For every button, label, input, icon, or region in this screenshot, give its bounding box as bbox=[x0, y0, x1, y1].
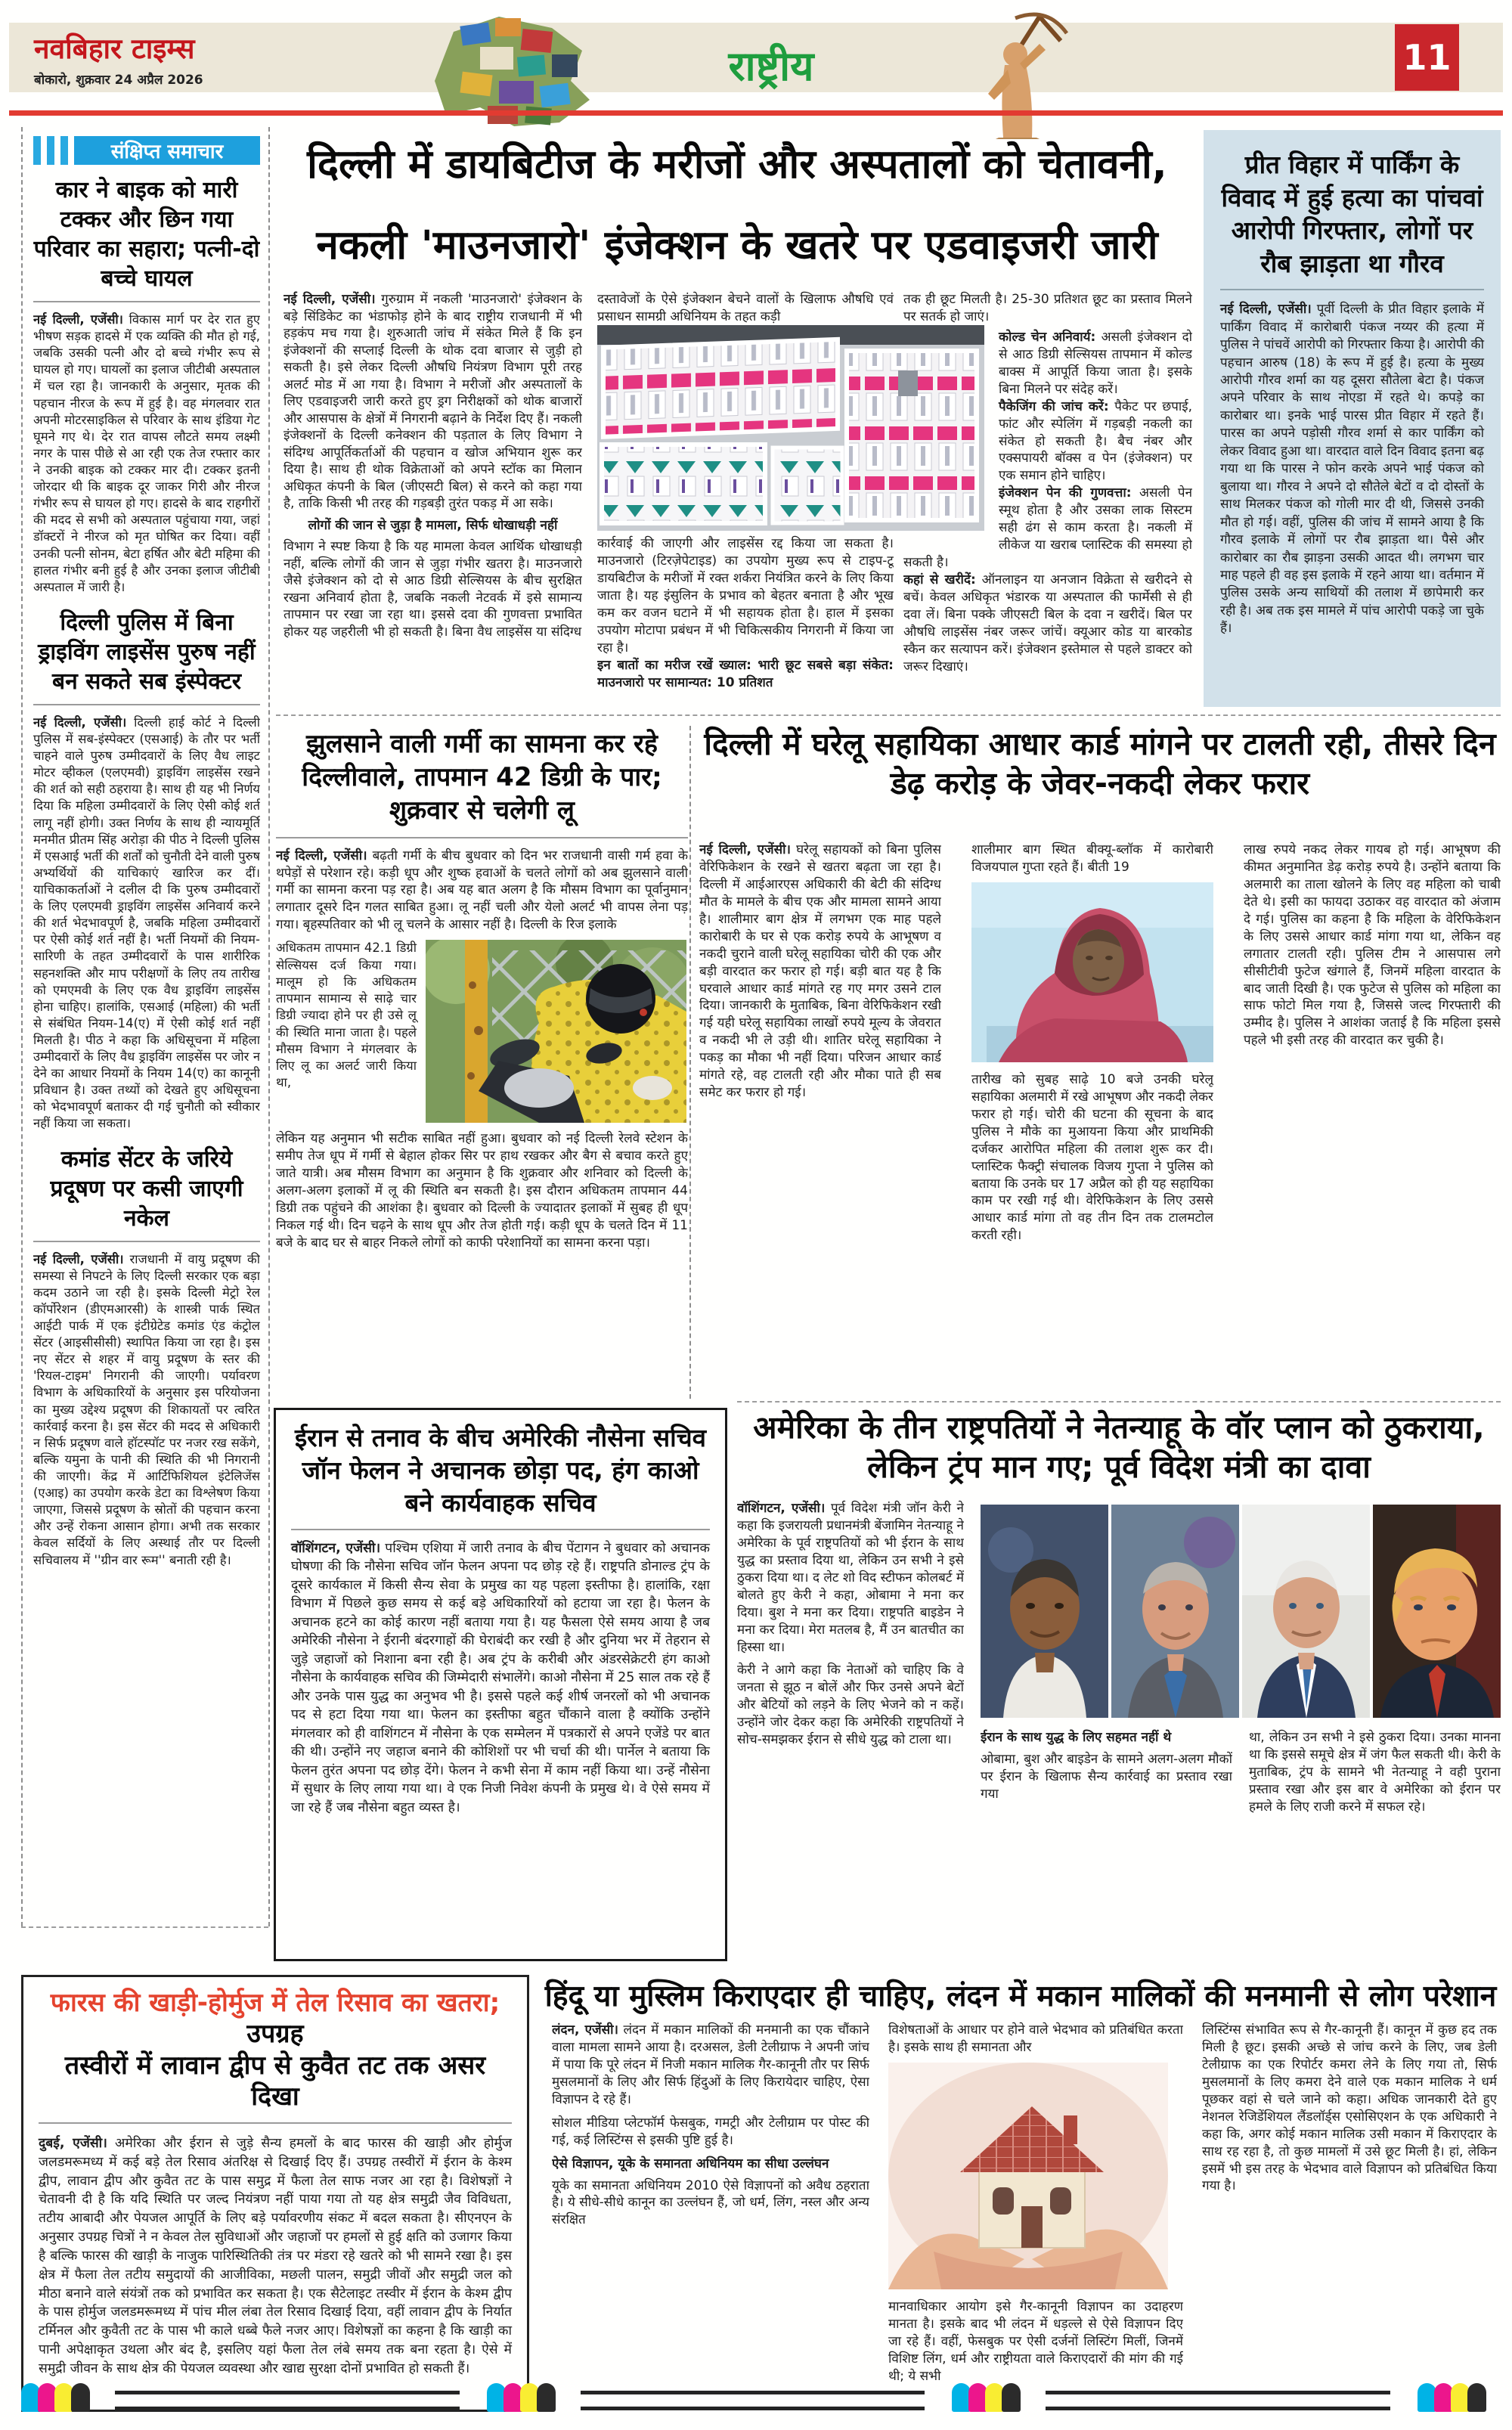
lead-column-2-top: दस्तावेजों के ऐसे इंजेक्शन बेचने वालों के खिलाफ औषधि एवं प्रसाधन सामग्री अधिनियम के तहत कड़ी bbox=[597, 292, 894, 324]
briefs-label: संक्षिप्त समाचार bbox=[74, 136, 260, 165]
brief-bar-decoration bbox=[60, 136, 68, 165]
maid-cctv-photo bbox=[971, 882, 1213, 1062]
scooter-rider-photo bbox=[426, 940, 686, 1123]
newspaper-title: नवबिहार टाइम्स bbox=[34, 33, 195, 65]
navy-body: वॉशिंगटन, एजेंसी। पश्चिम एशिया में जारी तनाव के बीच पेंटागन ने बुधवार को अचानक घोषणा की कि नौसेना सचिव जॉन फेलन अपना पद छोड़ रहे हैं। राष्ट्रपति डोनाल्ड ट्रंप के दूसरे कार्यकाल में किसी सैन्य सेवा के प्रमुख का यह पहला इस्तीफा है। हालांकि, रक्षा विभाग में पिछले कुछ समय से कई बड़े अधिकारियों को हटाया जा रहा है। फेलन के अचानक हटने का कोई कारण नहीं बताया गया है। यह फैसला ऐसे समय आया है जब अमेरिकी नौसेना ने ईरानी बंदरगाहों की घेराबंदी कर रखी है और दुनिया भर में तेहरान से जुड़े जहाजों को निशाना बना रही है। अब ट्रंप के करीबी और अंडरसेक्रेटरी हंग काओ नौसेना के कार्यवाहक सचिव की जिम्मेदारी संभालेंगे। काओ नौसेना में 25 साल तक रहे हैं और उनके पास युद्ध का अनुभव भी है। इससे पहले कई शीर्ष जनरलों को भी अचानक पद से हटा दिया गया था। फेलन का इस्तीफा बहुत चौंकाने वाला है क्योंकि उन्होंने मंगलवार को ही वाशिंगटन में नौसेना के एक सम्मेलन में पत्रकारों से अपने एजेंडे पर बात की थी। उन्होंने नए जहाज बनाने की कोशिशों पर भी चर्चा की थी। पार्नेल ने बताया कि फेलन तुरंत अपना पद छोड़ देंगे। फेलन ने कभी सेना में काम नहीं किया था। उन्हें नौसेना में सुधार के लिए लाया गया था। वे एक निजी निवेश कंपनी के प्रमुख थे। वे ऐसे समय में जा रहे हैं जब नौसेना बहुत व्यस्त है। bbox=[291, 1540, 710, 1815]
lead-bold-note: इन बातों का मरीज रखें ख्याल: भारी छूट सबसे बड़ा संकेत: माउनजारो पर सामान्यत: 10 प्रतिशत bbox=[597, 657, 894, 690]
netanyahu-below-left: ईरान के साथ युद्ध के लिए सहमत नहीं थे ओबामा, बुश और बाइडेन के सामने अलग-अलग मौकों पर ईरान के खिलाफ सैन्य कार्रवाई का प्रस्ताव रखा गया bbox=[981, 1730, 1232, 1802]
brief-body-3: नई दिल्ली, एजेंसी। राजधानी में वायु प्रदूषण की समस्या से निपटने के लिए दिल्ली सरकार एक बड़ा कदम उठाने जा रही है। इसके दिल्ली मेट्रो रेल कॉर्पोरेशन (डीएमआरसी) के शास्त्री पार्क स्थित आईटी पार्क में एक इंटीग्रेटेड कमांड एंड कंट्रोल सेंटर (आइसीसीसी) स्थापित किया जा रहा है। इस नए सेंटर से शहर में वायु प्रदूषण के स्तर की 'रियल-टाइम' निगरानी की जाएगी। पर्यावरण विभाग के अधिकारियों के अनुसार इस परियोजना का मुख्य उद्देश्य प्रदूषण की शिकायतों पर त्वरित कार्रवाई करना है। इस सेंटर की मदद से अधिकारी न सिर्फ प्रदूषण वाले हॉटस्पॉट पर नजर रख सकेंगे, बल्कि यमुना के पानी की स्थिति की भी निगरानी की जाएगी। केंद्र में आर्टिफिशियल इंटेलिजेंस (एआइ) का उपयोग करके डेटा का विश्लेषण किया जाएगा, जिससे प्रदूषण के स्रोतों की पहचान करना और उन्हें रोकना आसान होगा। अभी तक सरकार केवल सर्दियों के लिए अस्थाई तौर पर दिल्ली सचिवालय में ''ग्रीन वार रूम'' बनाती रही है। bbox=[33, 1251, 260, 1567]
heat-body-p2: लेकिन यह अनुमान भी सटीक साबित नहीं हुआ। बुधवार को नई दिल्ली रेलवे स्टेशन के समीप तेज धूप में गर्मी से बेहाल होकर सिर पर हाथ रखकर और बैग से बचाव करते हुए जाते यात्री। अब मौसम विभाग का अनुमान है कि शुक्रवार और शनिवार को दिल्ली के अलग-अलग इलाकों में लू की स्थिति बन सकती है। इस दौरान अधिकतम तापमान 44 डिग्री तक पहुंचने की आशंका है। बुधवार को दिल्ली के ज्यादातर इलाकों में सुबह ही धूप निकल गई थी। दिन चढ़ने के साथ धूप और तेज होती गई। कड़ी धूप के चलते दिन में 11 बजे के बाद घर से बाहर निकले लोगों को काफी परेशानियों का सामना करना पड़ा। bbox=[276, 1131, 688, 1251]
london-column-1: लंदन, एजेंसी। लंदन में मकान मालिकों की मनमानी का एक चौंकाने वाला मामला सामने आया है। दरअसल, डेली टेलीग्राफ ने अपनी जांच में पाया कि पूरे लंदन में निजी मकान मालिक गैर-कानूनी तौर पर सिर्फ मुसलमानों के लिए और सिर्फ हिंदुओं के लिए किरायेदार चाहिए, ऐसा विज्ञापन दे रहे हैं। सोशल मीडिया प्लेटफॉर्म फेसबुक, गमट्री और टेलीग्राम पर पोस्ट की गई, कई लिस्टिंग्स से इसकी पुष्टि हुई है। ऐसे विज्ञापन, यूके के समानता अधिनियम का सीधा उल्लंघन यूके का समानता अधिनियम 2010 ऐसे विज्ञापनों को अवैध ठहराता है। ये सीधे-सीधे कानून का उल्लंघन हैं, जो धर्म, लिंग, नस्ल और अन्य संरक्षित bbox=[552, 2022, 869, 2228]
netanyahu-article bbox=[737, 1408, 1501, 1967]
maid-column-3: लाख रुपये नकद लेकर गायब हो गई। आभूषण की कीमत अनुमानित डेढ़ करोड़ रुपये है। उन्होंने बताया कि अलमारी का ताला खोलने के लिए वह महिला को चाबी देते थे। इसी का फायदा उठाकर वह वारदात को अंजाम दे गई। पुलिस का कहना है कि महिला के वेरिफिकेशन के लिए उससे आधार कार्ड मांगा गया था, लेकिन वह लगातार टालती रही। पुलिस टीम ने आसपास लगे सीसीटीवी फुटेज खंगाले हैं, जिनमें महिला वारदात के बाद जाती दिखी है। एक फुटेज से पुलिस को महिला का साफ फोटो मिल गया है, जिससे जल्द गिरफ्तारी की उम्मीद है। पुलिस ने आशंका जताई है कि महिला इससे पहले भी इसी तरह की वारदात कर चुकी है। bbox=[1244, 842, 1501, 1049]
lead-headline-line2: नकली 'माउनजारो' इंजेक्शन के खतरे पर एडवाइजरी जारी bbox=[316, 222, 1158, 268]
lead-subhead: लोगों की जान से जुड़ा है मामला, सिर्फ धोखाधड़ी नहीं bbox=[308, 517, 558, 533]
statue-image bbox=[926, 11, 1089, 139]
brief-headline-2: दिल्ली पुलिस में बिना ड्राइविंग लाइसेंस पुरुष नहीं बन सकते सब इंस्पेक्टर bbox=[33, 608, 260, 705]
lead-headline-line1: दिल्ली में डायबिटीज के मरीजों और अस्पतालों को चेतावनी, bbox=[307, 141, 1167, 188]
heat-side-text: अधिकतम तापमान 42.1 डिग्री सेल्सियस दर्ज किया गया। मालूम हो कि अधिकतम तापमान सामान्य से साढ़े चार डिग्री ज्यादा होने पर ही उसे लू की स्थिति माना जाता है। पहले मौसम विभाग ने मंगलवार के लिए लू का अलर्ट जारी किया था, bbox=[276, 941, 417, 1090]
cyan-mark bbox=[487, 2383, 506, 2412]
brief-bar-decoration bbox=[33, 136, 41, 165]
brief-body-1: नई दिल्ली, एजेंसी। विकास मार्ग पर देर रात हुए भीषण सड़क हादसे में एक व्यक्ति की मौत हो गई, जबकि उसकी पत्नी और दो बच्चे गंभीर रूप से घायल हो गए। घायलों का इलाज जीटीबी अस्पताल में चल रहा है। जानकारी के अनुसार, मृतक की पहचान नीरज के रूप में हुई है। वह मंगलवार रात अपनी मोटरसाइकिल से परिवार के साथ इंडिया गेट घूमने गए थे। देर रात वापस लौटते समय लक्ष्मी नगर के पास पीछे से आ रही एक तेज रफ्तार कार ने उनकी बाइक को टक्कर मार दी। टक्कर इतनी जोरदार थी कि बाइक दूर जाकर गिरी और नीरज गंभीर रूप से घायल हो गए। हादसे के बाद राहगीरों की मदद से सभी को अस्पताल पहुंचाया गया, जहां डॉक्टरों ने नीरज को मृत घोषित कर दिया। वहीं उनकी पत्नी सोनम, बेटा हर्षित और बेटी महिमा की हालत गंभीर बनी हुई है और उनका इलाज जीटीबी अस्पताल में जारी है। bbox=[33, 312, 260, 594]
maid-column-1: नई दिल्ली, एजेंसी। घरेलू सहायकों को बिना पुलिस वेरिफिकेशन के रखने से खतरा बढ़ता जा रहा है। दिल्ली में आईआरएस अधिकारी की बेटी की संदिग्ध मौत के मामले के बीच एक और मामला सामने आया है। शालीमार बाग क्षेत्र में लगभग एक माह पहले कारोबारी के घर से एक करोड़ रुपये के आभूषण व नकदी चुराने वाली घरेलू सहायिका चोरी की एक और बड़ी वारदात कर फरार हो गई। बड़ी बात यह है कि घरवाले आधार कार्ड मांगते रह गए मगर उसने टाल दिया। जानकारी के मुताबिक, बिना वेरिफिकेशन रखी गई यही घरेलू सहायिका लाखों रुपये मूल्य के जेवरात व नकदी भी ले उड़ी थी। शातिर घरेलू सहायिका ने पकड़ का मौका भी नहीं दिया। परिजन आधार कार्ड मांगते रहे, वह टालती रही और मौका पाते ही सब समेट कर फरार हो गई। bbox=[699, 842, 941, 1101]
section-divider-2 bbox=[737, 1401, 1501, 1403]
heat-body-p1: नई दिल्ली, एजेंसी। बढ़ती गर्मी के बीच बुधवार को दिन भर राजधानी वासी गर्म हवा के थपेड़ों से परेशान रहे। कड़ी धूप और शुष्क हवाओं के चलते लोगों को अब झुलसाने वाली गर्मी का सामना करना पड़ रहा है। अब यह बात अलग है कि मौसम विभाग का पूर्वानुमान लगातार दूसरे दिन गलत साबित हुआ। लू नहीं चली और येलो अलर्ट भी वापस लेना पड़ गया। बृहस्पतिवार को भी लू चलने के आसार नहीं है। दिल्ली के रिज इलाके bbox=[276, 848, 688, 933]
oil-body: दुबई, एजेंसी। अमेरिका और ईरान से जुड़े सैन्य हमलों के बाद फारस की खाड़ी और होर्मुज जलडमरूमध्य में कई बड़े तेल रिसाव अंतरिक्ष से दिखाई दिए हैं। उपग्रह तस्वीरों में ईरान के केश्म द्वीप, लावान द्वीप और कुवैत तट के पास समुद्र में फैला तेल साफ नजर आ रहा है। विशेषज्ञों ने चेतावनी दी है कि यदि स्थिति पर जल्द नियंत्रण नहीं पाया गया तो यह क्षेत्र समुद्री जैव विविधता, तटीय आबादी और पेयजल आपूर्ति के लिए बड़े पर्यावरणीय संकट में बदल सकता है। सीएनएन के अनुसार उपग्रह चित्रों ने न केवल तेल सुविधाओं और जहाजों पर हमलों से हुई क्षति को उजागर किया है बल्कि फारस की खाड़ी के नाजुक पारिस्थितिकी तंत्र पर मंडरा रहे खतरे को भी सामने रखा है। इस क्षेत्र में फैला तेल तटीय समुदायों की आजीविका, मछली पालन, समुद्री जीवों और समुद्री जल को मीठा बनाने वाले संयंत्रों तक को प्रभावित कर सकता है। एक सैटेलाइट तस्वीर में ईरान के केश्म द्वीप के पास होर्मुज जलडमरूमध्य में पांच मील लंबा तेल रिसाव दिखाई दिया, वहीं लावान द्वीप के निर्यात टर्मिनल और कुवैती तट के पास भी काले धब्बे फैले नजर आए। विशेषज्ञों का कहना है कि खाड़ी का पानी अपेक्षाकृत उथला और बंद है, इसलिए यहां फैला तेल लंबे समय तक बना रहता है। ऐसे में समुद्री जीवन के साथ क्षेत्र की पेयजल व्यवस्था और खाद्य सुरक्षा दोनों प्रभावित हो सकती हैं। bbox=[39, 2135, 512, 2376]
maid-column-2: शालीमार बाग स्थित बीक्यू-ब्लॉक में कारोबारी विजयपाल गुप्ता रहते हैं। बीती 19 तारीख को सुबह साढ़े 10 बजे उनकी घरेलू सहायिका अलमारी में रखे आभूषण और नकदी लेकर फरार हो गई। चोरी की घटना की सूचना के बाद पुलिस ने मौके का मुआयना किया और प्राथमिकी दर्जकर आरोपित महिला की तलाश शुरू कर दी। प्लास्टिक फैक्ट्री संचालक विजय गुप्ता ने पुलिस को बताया कि उनके घर 17 अप्रैल को ही यह सहायिका काम पर रखी गई थी। वेरिफिकेशन के लिए उससे आधार कार्ड मांगा तो वह तीन दिन तक टालमटोल करती रही। bbox=[971, 842, 1213, 1244]
black-mark bbox=[537, 2383, 556, 2412]
bush-photo bbox=[1111, 1505, 1239, 1718]
briefs-column bbox=[33, 136, 260, 1920]
oil-article bbox=[21, 1975, 529, 2412]
yellow-mark bbox=[520, 2383, 539, 2412]
section-title: राष्ट्रीय bbox=[728, 42, 814, 90]
section-divider-1 bbox=[276, 714, 1501, 716]
cmyk-mark-group bbox=[1418, 2383, 1484, 2412]
brief-headline-3: कमांड सेंटर के जरिये प्रदूषण पर कसी जाएगी नकेल bbox=[33, 1145, 260, 1242]
netanyahu-subhead: ईरान के साथ युद्ध के लिए सहमत नहीं थे bbox=[981, 1730, 1172, 1745]
netanyahu-headline: अमेरिका के तीन राष्ट्रपतियों ने नेतन्याहू के वॉर प्लान को ठुकराया, लेकिन ट्रंप मान गए; पूर्व विदेश मंत्री का दावा bbox=[753, 1409, 1485, 1486]
photo-wrap-spacer bbox=[903, 329, 991, 536]
lead-column-4: तक ही छूट मिलती है। 25-30 प्रतिशत छूट का प्रस्ताव मिलने पर सतर्क हो जाएं। कोल्ड चेन अनिवार्य: असली इंजेक्शन दो से आठ डिग्री सेल्सियस तापमान में कोल्ड बाक्स में आपूर्ति किया जाता है। इसके बिना मिलने पर संदेह करें। पैकेजिंग की जांच करें: पैकेट पर छपाई, फांट और स्पेलिंग में गड़बड़ी नकली का संकेत हो सकती है। बैच नंबर और एक्सपायरी बॉक्स व पेन (इंजेक्शन) पर एक समान होने चाहिए। इंजेक्शन पेन की गुणवत्ता: असली पेन स्मूथ होता है और उसका लाक सिस्टम सही ढंग से काम करता है। नकली में लीकेज या खराब प्लास्टिक की समस्या हो सकती है। कहां से खरीदें: ऑनलाइन या अनजान विक्रेता से खरीदने से बचें। केवल अधिकृत भंडारक या अस्पताल की फार्मेसी से ही दवा लें। बिना पक्के जीएसटी बिल के दवा न खरीदें। बिल पर औषधि लाइसेंस नंबर जरूर जांचें। क्यूआर कोड या बारकोड स्कैन कर सत्यापन करें। इंजेक्शन इस्तेमाल से पहले डाक्टर को जरूर दिखाएं। bbox=[903, 292, 1192, 674]
lead-column-2-bottom: कार्रवाई की जाएगी और लाइसेंस रद्द किया जा सकता है। माउनजारो (टिरज़ेपेटाइड) का उपयोग मुख्य रूप से टाइप-टू डायबिटीज के मरीजों में रक्त शर्करा नियंत्रित करने के लिए किया जाता है। यह इंसुलिन के प्रभाव को बेहतर बनाता है और भूख कम कर वजन घटाने में भी सहायक होता है। हाल में इसका उपयोग मोटापा प्रबंधन में भी चिकित्सकीय निगरानी में किया जा रहा है। इन बातों का मरीज रखें ख्याल: भारी छूट सबसे बड़ा संकेत: माउनजारो पर सामान्यत: 10 प्रतिशत bbox=[597, 536, 894, 690]
registration-lines bbox=[115, 2391, 460, 2410]
oil-headline-line2: तस्वीरों में लावान द्वीप से कुवैत तट तक असर दिखा bbox=[39, 2050, 512, 2124]
black-mark bbox=[1467, 2383, 1486, 2412]
london-headline: हिंदू या मुस्लिम किराएदार ही चाहिए, लंदन में मकान मालिकों की मनमानी से लोग परेशान bbox=[544, 1979, 1497, 2013]
london-column-2: विशेषताओं के आधार पर होने वाले भेदभाव को प्रतिबंधित करता है। इसके साथ ही समानता और मानवाधिकार आयोग इसे गैर-कानूनी विज्ञापन का उदाहरण मानता है। इसके बाद भी लंदन में धड़ल्ले से ऐसे विज्ञापन दिए जा रहे हैं। वहीं, फेसबुक पर ऐसी दर्जनों लिस्टिंग मिलीं, जिनमें विशिष्ट लिंग, धर्म और राष्ट्रीयता वाले किराएदारों की मांग की गई थी; ये सभी bbox=[888, 2022, 1183, 2384]
print-registration-marks bbox=[21, 2383, 1484, 2412]
parking-headline: प्रीत विहार में पार्किंग के विवाद में हुई हत्या का पांचवां आरोपी गिरफ्तार, लोगों पर रौब झाड़ता था गौरव bbox=[1220, 148, 1484, 290]
cmyk-mark-group bbox=[952, 2383, 1018, 2412]
brief-body-2: नई दिल्ली, एजेंसी। दिल्ली हाई कोर्ट ने दिल्ली पुलिस में सब-इंस्पेक्टर (एसआई) के तौर पर भर्ती चाहने वाले पुरुष उम्मीदवारों के लिए वैध लाइट मोटर व्हीकल (एलएमवी) ड्राइविंग लाइसेंस रखने की शर्त को सही ठहराया है। साथ ही यह भी निर्णय दिया कि महिला उम्मीदवारों के लिए ऐसी कोई शर्त लागू नहीं होगी। उक्त निर्णय के साथ ही न्यायमूर्ति मनमीत प्रीतम सिंह अरोड़ा की पीठ ने दिल्ली पुलिस में एसआई भर्ती की शर्तों को चुनौती देने वाली पुरुष अभ्यर्थियों की याचिकाएं खारिज कर दीं। याचिकाकर्ताओं ने दलील दी कि पुरुष उम्मीदवारों के लिए एलएमवी ड्राइविंग लाइसेंस अनिवार्य करने की शर्त भेदभावपूर्ण है, जबकि महिला उम्मीदवारों पर ऐसी कोई शर्त नहीं है। भर्ती नियमों की नियम-सारिणी के तहत उम्मीदवारों के पास शारीरिक सहनशक्ति और माप परीक्षणों के लिए तय तारीख को एमएमवी के लिए एक वैध ड्राइविंग लाइसेंस होना चाहिए। हालांकि, एसआई (महिला) की भर्ती से संबंधित नियम-14(ए) में ऐसी कोई शर्त नहीं मिलती है। पीठ ने कहा कि अधिसूचना में महिला उम्मीदवारों के लिए वैध ड्राइविंग लाइसेंस पर जोर न देने का आधार नियमों के नियम 14(ए) का कानूनी प्रविधान है। उक्त तथ्यों को देखते हुए अधिसूचना को भेदभावपूर्ण बताकर दी गई चुनौती को स्वीकार नहीं किया जा सकता। bbox=[33, 714, 260, 1131]
house-in-hands-photo bbox=[888, 2063, 1168, 2289]
parking-body: नई दिल्ली, एजेंसी। पूर्वी दिल्ली के प्रीत विहार इलाके में पार्किंग विवाद में कारोबारी पंकज नय्यर की हत्या में पुलिस ने पांचवें आरोपी को गिरफ्तार किया है। आरोपी की पहचान आरुष (18) के रूप में हुई है। हत्या के मुख्य आरोपी गौरव शर्मा का यह दूसरा सौतेला बेटा है। पंकज अपने परिवार के साथ नोएडा में रहते थे। कपड़े का कारोबार था। इनके भाई पारस प्रीत विहार में रहते हैं। पारस का अपने पड़ोसी गौरव शर्मा से कार पार्किंग को लेकर विवाद हुआ था। वारदात वाले दिन विवाद इतना बढ़ गया था कि पारस ने फोन करके अपने भाई पंकज को बुलाया था। गौरव ने अपने दो सौतेले बेटों व दो दोस्तों के साथ मिलकर पंकज को गोली मार दी थी, जिससे उनकी मौत हो गई। वहीं, पुलिस की जांच में सामने आया है कि गौरव इलाके में लोगों पर रौब झाड़ता था। पैसे और कारोबार का रौब झाड़ना उसकी आदत थी। लगभग चार माह पहले ही वह इस इलाके में रहने आया था। वर्तमान में पुलिस उसके अन्य साथियों की तलाश में छापेमारी कर रही है। अब तक इस मामले में पांच आरोपी पकड़े जा चुके हैं। bbox=[1220, 302, 1484, 637]
cmyk-mark-group bbox=[487, 2383, 553, 2412]
navy-article bbox=[274, 1408, 727, 1961]
oil-headline-black: उपग्रह bbox=[246, 2019, 304, 2050]
briefs-right-border bbox=[268, 127, 270, 1926]
brief-bar-decoration bbox=[47, 136, 54, 165]
netanyahu-below-right: था, लेकिन उन सभी ने इसे ठुकरा दिया। उनका मानना था कि इससे समूचे क्षेत्र में जंग फैल सकती थी। केरी के मुताबिक, ट्रंप के सामने भी नेतन्याहू ने वही पुराना प्रस्ताव रखा और इस बार वे अमेरिका को ईरान पर हमले के लिए राजी करने में सफल रहे। bbox=[1249, 1730, 1501, 1815]
navy-headline: ईरान से तनाव के बीच अमेरिकी नौसेना सचिव जॉन फेलन ने अचानक छोड़ा पद, हंग काओ बने कार्यवाहक सचिव bbox=[291, 1422, 710, 1530]
oil-headline-red: फारस की खाड़ी-होर्मुज में तेल रिसाव का खतरा; bbox=[50, 1988, 500, 2018]
black-mark bbox=[71, 2383, 90, 2412]
london-article bbox=[541, 1975, 1501, 2412]
registration-lines bbox=[581, 2391, 925, 2410]
heat-article bbox=[276, 727, 688, 1399]
obama-photo bbox=[981, 1505, 1108, 1718]
briefs-label-row bbox=[33, 136, 260, 165]
heat-headline: झुलसाने वाली गर्मी का सामना कर रहे दिल्लीवाले, तापमान 42 डिग्री के पार; शुक्रवार से चलेगी लू bbox=[276, 727, 688, 838]
mid-column-divider bbox=[689, 726, 691, 1399]
biden-photo bbox=[1242, 1505, 1370, 1718]
maid-headline: दिल्ली में घरेलू सहायिका आधार कार्ड मांगने पर टालती रही, तीसरे दिन डेढ़ करोड़ के जेवर-नकदी लेकर फरार bbox=[704, 726, 1496, 802]
magenta-mark bbox=[503, 2383, 522, 2412]
oil-headline-line1 bbox=[39, 1988, 512, 2050]
briefs-bottom-border bbox=[21, 1926, 268, 1928]
presidents-photo-row bbox=[981, 1505, 1501, 1718]
heat-photo-row bbox=[276, 940, 688, 1123]
london-column-3: लिस्टिंग्स संभावित रूप से गैर-कानूनी हैं। कानून में कुछ हद तक मिली है छूट। इसकी अच्छे से जांच करने के लिए, जब डेली टेलीग्राफ का एक रिपोर्टर कमरा लेने के लिए गया तो, सिर्फ मुसलमानों के लिए कमरा देने वाले एक मकान मालिक ने धर्म पूछकर वहां से चले जाने को कहा। अधिक जानकारी देते हुए नेशनल रेजिडेंशियल लैंडलॉर्ड्स एसोसिएशन के एक अधिकारी ने कहा कि, अगर कोई मकान मालिक उसी मकान में किराएदार के साथ रह रहा है, तो कुछ मामलों में उसे छूट मिली है। हां, लेकिन इसमें भी इस तरह के भेदभाव वाले विज्ञापन को प्रतिबंधित किया गया है। bbox=[1202, 2022, 1497, 2194]
parking-article bbox=[1204, 130, 1501, 707]
masthead bbox=[34, 35, 203, 88]
lead-column-1: नई दिल्ली, एजेंसी। गुरुग्राम में नकली 'माउनजारो' इंजेक्शन के बड़े सिंडिकेट का भंडाफोड़ होने के बाद राष्ट्रीय राजधानी में भी हड़कंप मच गया है। शुरुआती जांच में संकेत मिले हैं कि इन इंजेक्शनों की सप्लाई दिल्ली के थोक दवा बाजार से जुड़ी हो सकती है। इसे लेकर दिल्ली औषधि नियंत्रण विभाग पूरी तरह अलर्ट मोड में आ गया है। विभाग ने मरीजों और अस्पतालों के लिए एडवाइजरी जारी करते हुए ड्रग निरीक्षकों को थोक बाजारों और आसपास के क्षेत्रों में निगरानी बढ़ाने के निर्देश दिए हैं। नकली इंजेक्शनों के दिल्ली कनेक्शन की पड़ताल के लिए विभाग ने संदिग्ध आपूर्तिकर्ताओं की पहचान व खोज अभियान शुरू कर दिया है। साथ ही थोक विक्रेताओं को अपने स्टॉक का मिलान अधिकृत कंपनी के बिल (जीएसटी बिल) से करने को कहा गया है, ताकि किसी भी तरह की गड़बड़ी तुरंत पकड़ में आ सके। लोगों की जान से जुड़ा है मामला, सिर्फ धोखाधड़ी नहीं विभाग ने स्पष्ट किया है कि यह मामला केवल आर्थिक धोखाधड़ी नहीं, बल्कि लोगों की जान से जुड़ा गंभीर खतरा है। माउनजारो जैसे इंजेक्शन को दो से आठ डिग्री सेल्सियस के बीच सुरक्षित रखना अनिवार्य होता है, जबकि नकली नेटवर्क में इसे सामान्य तापमान पर रखा जा रहा था। इससे दवा की गुणवत्ता प्रभावित होकर यह जहरीली भी हो सकती है। बिना वैध लाइसेंस या संदिग्ध bbox=[284, 292, 582, 640]
black-mark bbox=[1002, 2383, 1021, 2412]
cmyk-mark-group bbox=[21, 2383, 88, 2412]
brief-headline-1: कार ने बाइक को मारी टक्कर और छिन गया परिवार का सहारा; पत्नी-दो बच्चे घायल bbox=[33, 175, 260, 302]
trump-photo bbox=[1373, 1505, 1501, 1718]
registration-lines bbox=[1046, 2391, 1390, 2410]
edition-dateline: बोकारो, शुक्रवार 24 अप्रैल 2026 bbox=[34, 73, 203, 88]
briefs-left-border bbox=[21, 127, 23, 1926]
page-number: 11 bbox=[1395, 24, 1459, 91]
netanyahu-column-1: वॉशिंगटन, एजेंसी। पूर्व विदेश मंत्री जॉन केरी ने कहा कि इजरायली प्रधानमंत्री बेंजामिन नेतन्याहू ने अमेरिका के पूर्व राष्ट्रपतियों को भी ईरान के साथ युद्ध का प्रस्ताव दिया था, लेकिन उन सभी ने इसे ठुकरा दिया था। द लेट शो विद स्टीफन कोलबर्ट में बोलते हुए केरी ने कहा, ओबामा ने मना कर दिया। बुश ने मना कर दिया। राष्ट्रपति बाइडेन ने मना कर दिया। मेरा मतलब है, मैं उन बातचीत का हिस्सा था। केरी ने आगे कहा कि नेताओं को चाहिए कि वे जनता से झूठ न बोलें और फिर उनसे अपने बेटों और बेटियों को लड़ने के लिए भेजने को न कहें। उन्होंने जोर देकर कहा कि अमेरिकी राष्ट्रपतियों ने सोच-समझकर ईरान से सीधे युद्ध को टाला था। bbox=[737, 1501, 964, 1748]
london-subhead: ऐसे विज्ञापन, यूके के समानता अधिनियम का सीधा उल्लंघन bbox=[552, 2156, 829, 2171]
header-rule bbox=[9, 110, 1503, 116]
maid-article bbox=[699, 724, 1501, 1401]
